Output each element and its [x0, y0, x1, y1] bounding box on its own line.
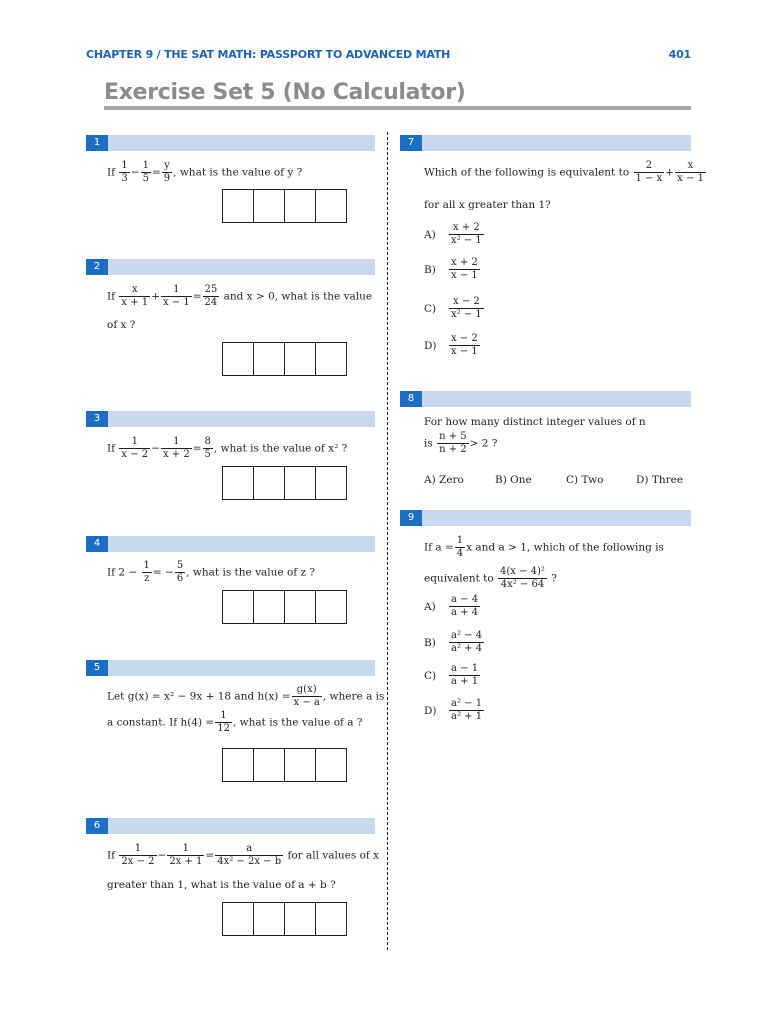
question-8-line-2: is $\frac{n + 5}{n + 2}$ > 2 ? — [424, 431, 498, 455]
question-number: 2 — [86, 259, 108, 275]
answer-cell[interactable] — [316, 467, 346, 499]
option-d[interactable]: D) $\frac{x - 2}{x - 1}$ — [424, 333, 478, 357]
fraction: $\frac{2}{1 - x}$ — [635, 160, 663, 184]
option-d[interactable]: D) Three — [636, 474, 684, 486]
option-d[interactable]: D) $\frac{\text{a² − 1}}{\text{a² + 1}}$ — [424, 698, 483, 722]
option-c[interactable]: C) $\frac{x - 2}{\text{x² − 1}}$ — [424, 296, 482, 320]
option-a[interactable]: A) $\frac{x + 2}{\text{x² − 1}}$ — [424, 222, 482, 246]
question-number: 6 — [86, 818, 108, 834]
question-9-line-2: equivalent to $\frac{\text{4(x − 4)²}}{\text{4x² − 64}}$ ? — [424, 566, 557, 590]
question-1-text: If $\frac{1}{3}$ − $\frac{1}{5}$ = $\frac{y}{9}$ , what is the value of y ? — [107, 160, 303, 184]
question-4-text: If 2 − $\frac{1}{z}$ = − $\frac{5}{6}$ , what is the value of z ? — [107, 560, 315, 584]
fraction: $\frac{x - 2}{\text{x² − 1}}$ — [451, 296, 482, 320]
answer-grid-3[interactable] — [222, 466, 347, 500]
fraction: $\frac{1}{4}$ — [456, 535, 464, 559]
answer-cell[interactable] — [285, 190, 316, 222]
fraction: $\frac{a}{\text{4x² − 2x − b}}$ — [217, 843, 282, 867]
question-5-line-2: a constant. If h(4) = $\frac{1}{12}$ , what is the value of a ? — [107, 710, 363, 734]
question-bar-9 — [400, 510, 691, 526]
answer-cell[interactable] — [223, 591, 254, 623]
question-7-text: Which of the following is equivalent to $\frac{2}{1 - x}$ + $\frac{x}{x - 1}$ — [424, 160, 704, 184]
fraction: $\frac{1}{5}$ — [142, 160, 149, 184]
fraction: $\frac{\text{a² − 1}}{\text{a² + 1}}$ — [451, 698, 483, 722]
page-number: 401 — [668, 48, 691, 61]
fraction: $\frac{x}{x + 1}$ — [121, 284, 149, 308]
fraction: $\frac{n + 5}{n + 2}$ — [439, 431, 467, 455]
question-9-text: If a = $\frac{1}{4}$ x and a > 1, which of the following is — [424, 535, 664, 559]
answer-cell[interactable] — [316, 903, 346, 935]
answer-cell[interactable] — [223, 467, 254, 499]
fraction: $\frac{25}{24}$ — [204, 284, 218, 308]
fraction: $\frac{1}{x + 2}$ — [162, 436, 190, 460]
answer-cell[interactable] — [316, 749, 346, 781]
fraction: $\frac{\text{4(x − 4)²}}{\text{4x² − 64}}$ — [500, 566, 545, 590]
fraction: $\frac{x - 2}{x - 1}$ — [451, 333, 478, 357]
question-bar-1 — [86, 135, 375, 151]
fraction: $\frac{1}{2x + 1}$ — [169, 843, 203, 867]
question-number: 7 — [400, 135, 422, 151]
answer-cell[interactable] — [254, 190, 285, 222]
option-c[interactable]: C) Two — [566, 474, 604, 486]
question-bar-4 — [86, 536, 375, 552]
fraction: $\frac{1}{12}$ — [217, 710, 230, 734]
answer-cell[interactable] — [254, 903, 285, 935]
fraction: $\frac{a - 4}{a + 4}$ — [451, 594, 479, 618]
answer-cell[interactable] — [223, 749, 254, 781]
answer-cell[interactable] — [316, 591, 346, 623]
running-head — [86, 48, 691, 61]
question-bar-5 — [86, 660, 375, 676]
question-bar-8 — [400, 391, 691, 407]
running-head-title: CHAPTER 9 / THE SAT MATH: PASSPORT TO ADVANCED MATH — [86, 48, 451, 61]
question-bar-3 — [86, 411, 375, 427]
fraction: $\frac{y}{9}$ — [163, 160, 171, 184]
answer-cell[interactable] — [254, 749, 285, 781]
answer-cell[interactable] — [223, 903, 254, 935]
fraction: $\frac{x + 2}{x - 1}$ — [451, 257, 478, 281]
fraction: $\frac{1}{2x - 2}$ — [121, 843, 155, 867]
answer-cell[interactable] — [316, 343, 346, 375]
fraction: $\frac{x + 2}{\text{x² − 1}}$ — [451, 222, 482, 246]
fraction: $\frac{x}{x - 1}$ — [677, 160, 704, 184]
question-bar-7 — [400, 135, 691, 151]
answer-cell[interactable] — [285, 467, 316, 499]
question-6-text: If $\frac{1}{2x - 2}$ − $\frac{1}{2x + 1}$ = $\frac{a}{\text{4x² − 2x − b}}$ for all values of x — [107, 843, 380, 867]
option-a[interactable]: A) Zero — [424, 474, 464, 486]
answer-cell[interactable] — [285, 749, 316, 781]
column-divider — [387, 132, 388, 950]
question-2-line-2: of x ? — [107, 319, 136, 331]
option-b[interactable]: B) One — [495, 474, 532, 486]
question-number: 4 — [86, 536, 108, 552]
question-2-text: If $\frac{x}{x + 1}$ + $\frac{1}{x - 1}$ = $\frac{25}{24}$ and x > 0, what is the value — [107, 284, 373, 308]
option-a[interactable]: A) $\frac{a - 4}{a + 4}$ — [424, 594, 479, 618]
question-number: 3 — [86, 411, 108, 427]
question-6-line-2: greater than 1, what is the value of a + b ? — [107, 879, 336, 891]
fraction: $\frac{1}{x - 1}$ — [162, 284, 190, 308]
answer-grid-1[interactable] — [222, 189, 347, 223]
answer-cell[interactable] — [285, 343, 316, 375]
fraction: $\frac{a - 1}{a + 1}$ — [451, 663, 479, 687]
fraction: $\frac{5}{6}$ — [176, 560, 184, 584]
answer-cell[interactable] — [223, 343, 254, 375]
question-bar-2 — [86, 259, 375, 275]
fraction: $\frac{1}{z}$ — [143, 560, 150, 584]
question-number: 1 — [86, 135, 108, 151]
option-b[interactable]: B) $\frac{\text{a² − 4}}{\text{a² + 4}}$ — [424, 630, 483, 654]
fraction: $\frac{1}{x - 2}$ — [121, 436, 149, 460]
answer-cell[interactable] — [223, 190, 254, 222]
title-rule — [104, 106, 691, 110]
answer-cell[interactable] — [316, 190, 346, 222]
answer-cell[interactable] — [285, 903, 316, 935]
answer-grid-2[interactable] — [222, 342, 347, 376]
question-5-text: Let g(x) = x² − 9x + 18 and h(x) = $\frac{g(x)}{x - a}$ , where a is — [107, 684, 385, 708]
option-c[interactable]: C) $\frac{a - 1}{a + 1}$ — [424, 663, 479, 687]
question-number: 8 — [400, 391, 422, 407]
fraction: $\frac{\text{a² − 4}}{\text{a² + 4}}$ — [451, 630, 483, 654]
answer-cell[interactable] — [254, 467, 285, 499]
question-7-line-2: for all x greater than 1? — [424, 199, 551, 211]
answer-cell[interactable] — [254, 591, 285, 623]
question-bar-6 — [86, 818, 375, 834]
fraction: $\frac{1}{3}$ — [121, 160, 128, 184]
question-3-text: If $\frac{1}{x - 2}$ − $\frac{1}{x + 2}$ = $\frac{8}{5}$ , what is the value of x² ? — [107, 436, 348, 460]
option-b[interactable]: B) $\frac{x + 2}{x - 1}$ — [424, 257, 478, 281]
answer-grid-4[interactable] — [222, 590, 347, 624]
page-title: Exercise Set 5 (No Calculator) — [104, 80, 466, 105]
fraction: $\frac{g(x)}{x - a}$ — [293, 684, 320, 708]
question-number: 9 — [400, 510, 422, 526]
answer-cell[interactable] — [254, 343, 285, 375]
question-8-text: For how many distinct integer values of n — [424, 416, 646, 428]
fraction: $\frac{8}{5}$ — [204, 436, 211, 460]
answer-cell[interactable] — [285, 591, 316, 623]
answer-grid-6[interactable] — [222, 902, 347, 936]
answer-grid-5[interactable] — [222, 748, 347, 782]
question-number: 5 — [86, 660, 108, 676]
